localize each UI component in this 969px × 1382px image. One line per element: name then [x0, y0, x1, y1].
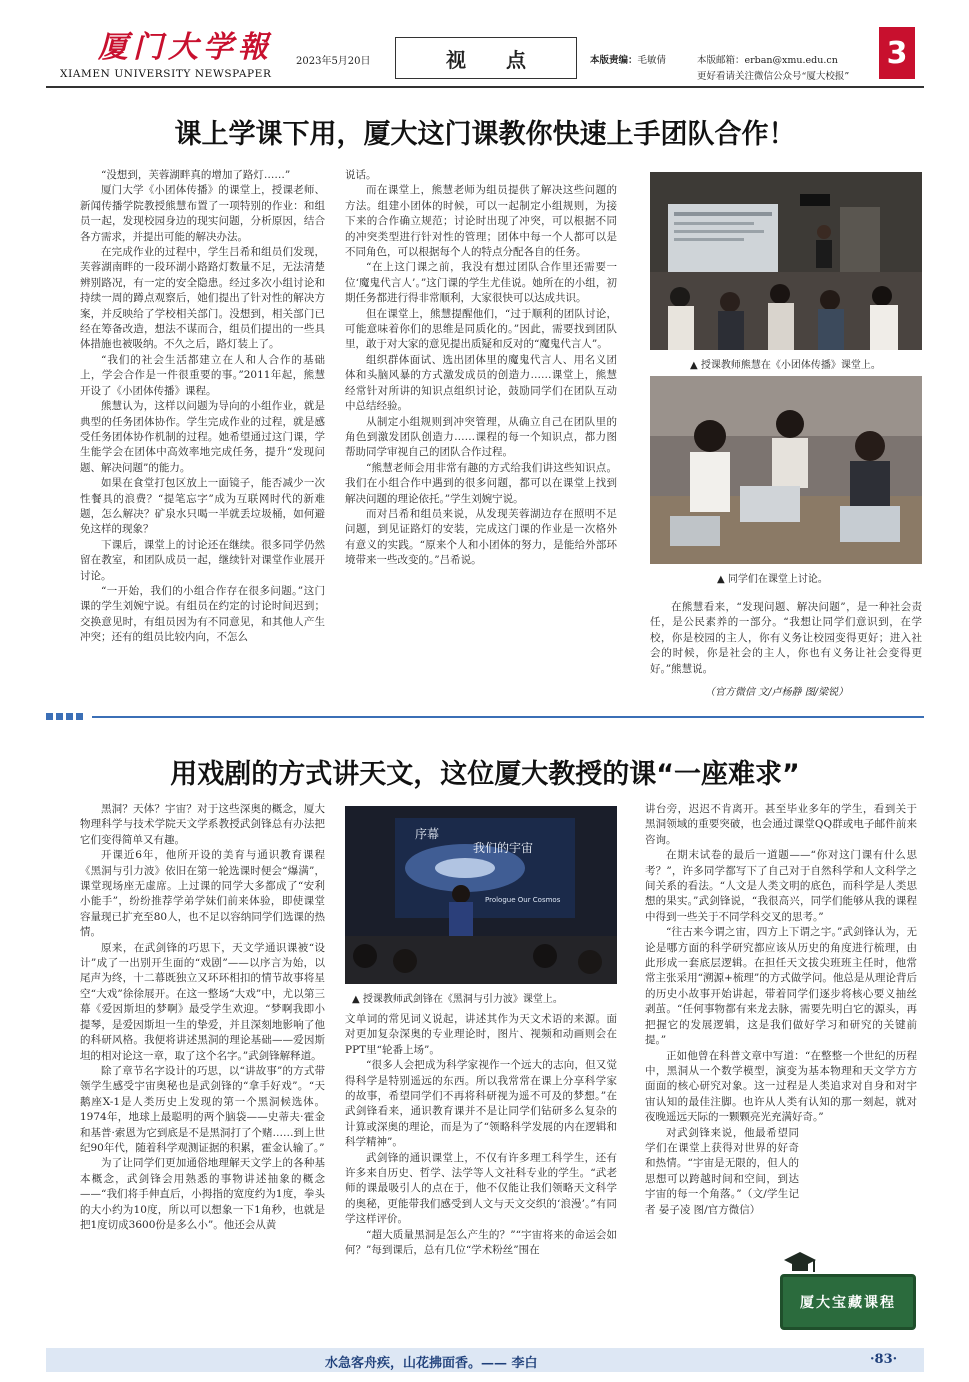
article1-column-2	[345, 168, 617, 569]
editor-credit	[590, 52, 666, 66]
paragraph: 武剑锋的通识课堂上，不仅有许多理工科学生，还有许多来自历史、哲学、法学等人文社科专业的学生。“武老师的课最吸引人的点在于，他不仅能让我们领略天文科学的奥秘，更能带我们感受到人文与天文交织的‘浪漫’。”有同学这样评价。	[345, 1151, 617, 1226]
paragraph: 组织群体面试、选出团体里的魔鬼代言人、用名义团体和头脑风暴的方式激发成员的创造力……课堂上，熊慧经常针对所讲的知识点组织讨论，鼓励同学们在团队互动中总结经验。	[345, 353, 617, 413]
photo-lecture-xiong-hui	[650, 172, 922, 350]
paragraph: 而在课堂上，熊慧老师为组员提供了解决这些问题的方法。组建小团体的时候，可以一起制定小组规则，为接下来的合作确立规范；讨论时出现了冲突，可以根据不同的冲突类型进行针对性的管理；团体中每一个人都可以是不同角色，可以根据每个人的特点分配各自的任务。	[345, 184, 617, 259]
newspaper-english-name: XIAMEN UNIVERSITY NEWSPAPER	[60, 68, 272, 80]
page-number-badge: 3	[879, 27, 915, 79]
paragraph: “超大质量黑洞是怎么产生的？”“宇宙将来的命运会如何？”每到课后，总有几位“学术粉丝”围在	[345, 1228, 617, 1257]
photo-group-discussion	[650, 376, 922, 564]
article2-headline: 用戏剧的方式讲天文，这位厦大教授的课“一座难求”	[170, 759, 800, 790]
article1-headline: 课上学课下用，厦大这门课教你快速上手团队合作！	[174, 119, 796, 150]
paragraph: 为了让同学们更加通俗地理解天文学上的各种基本概念，武剑锋会用熟悉的事物讲述抽象的概念——“我们将手伸直后，小拇指的宽度约为1度，拳头的大小约为10度，所以可以想象一下1角秒，也就是把1度切成3600份是多么小”。他还会从黄	[80, 1157, 325, 1231]
column-badge: 厦大宝藏课程	[780, 1274, 916, 1330]
paragraph: 讲台旁，迟迟不肯离开。甚至毕业多年的学生，看到关于黑洞领域的重要突破，也会通过课堂QQ群或电子邮件前来咨询。	[645, 803, 917, 846]
paragraph: 下课后，课堂上的讨论还在继续。很多同学仍然留在教室，和团队成员一起，继续针对课堂作业展开讨论。	[80, 538, 325, 582]
paragraph: 在熊慧看来，“发现问题、解决问题”，是一种社会责任，是公民素养的一部分。“我想让同学们意识到，在学校，你是校园的主人，你有义务让校园变得更好；进入社会的时候，你是社会的主人，你也有义务让社会变得更好。”熊慧说。	[650, 601, 922, 675]
slide-subtitle: 我们的宇宙	[473, 841, 534, 855]
issue-date: 2023年5月20日	[296, 56, 371, 67]
slide-title: 序幕	[415, 827, 440, 841]
paragraph: 说话。	[345, 169, 377, 181]
editor-email: 本版邮箱：erban@xmu.edu.cn	[697, 55, 838, 66]
paragraph: 开课近6年，他所开设的美育与通识教育课程《黑洞与引力波》依旧在第一轮选课时便会“爆满”，课堂现场座无虚席。上过课的同学大多都成了“安利小能手”，纷纷推荐学弟学妹们前来体验，即使课堂容量现已扩充至80人，也不足以容纳同学们选课的热情。	[80, 849, 325, 939]
paragraph: 在期末试卷的最后一道题——“你对这门课有什么思考？”，许多同学都写下了自己对于自然科学和人文科学之间关系的看法。“人文是人类文明的底色，而科学是人类思想的果实。”武剑锋说，“我很高兴，同学们能够从我的课程中得到一些关于不同学科交叉的思考。”	[645, 849, 917, 923]
paragraph: 除了章节名字设计的巧思，以“讲故事”的方式带领学生感受宇宙奥秘也是武剑锋的“拿手好戏”。“天鹅座X-1是人类历史上发现的第一个黑洞候选体。1974年，地球上最聪明的两个脑袋——史蒂夫·霍金和基普·索恩为它到底是不是黑洞打了个赌……到上世纪90年代，随着科学观测证据的积累，霍金认输了。”	[80, 1064, 325, 1154]
paragraph: 如果在食堂打包区放上一面镜子，能否减少一次性餐具的浪费？“提笔忘字”成为互联网时代的新难题，怎么解决？矿泉水只喝一半就丢垃圾桶，如何避免这样的现象？	[80, 477, 325, 536]
paragraph: “没想到，芙蓉湖畔真的增加了路灯……”	[101, 169, 291, 181]
article1-credit: （官方微信 文/卢杨静 图/梁锐）	[705, 687, 849, 698]
photo-lecture-wu-jianfeng	[345, 806, 617, 984]
paragraph: 从制定小组规则到冲突管理，从确立自己在团队里的角色到激发团队创造力……课程的每一个知识点，都力图帮助同学审视自己的团队合作过程。	[345, 415, 617, 459]
article2-column-2	[345, 1012, 617, 1259]
photo-caption-2: ▲ 同学们在课堂上讨论。	[717, 574, 828, 585]
paragraph: 但在课堂上，熊慧提醒他们，“过于顺利的团队讨论，可能意味着你们的思维是同质化的。”因此，需要找到团队里，敢于对大家的意见提出质疑和反对的“魔鬼代言人”。	[345, 307, 617, 351]
paragraph: “往古来今谓之宙，四方上下谓之宇。”武剑锋认为，无论是哪方面的科学研究都应该从历史的角度进行梳理，由此形成一套底层逻辑。在担任天文拔尖班班主任时，他常常主张采用“溯源+梳理”的方式做学问。他总是从理论背后的历史小故事开始讲起，带着同学们逐步将核心要义抽丝剥茧。“任何事物都有来龙去脉，需要先明白它的源头，再把握它的发展逻辑，这是我们做好学习和研究的关键前提。”	[645, 926, 917, 1047]
paragraph: 黑洞？天体？宇宙？对于这些深奥的概念，厦大物理科学与技术学院天文学系教授武剑锋总有办法把它们变得简单又有趣。	[80, 803, 325, 846]
paragraph: “熊慧老师会用非常有趣的方式给我们讲这些知识点。我们在小组合作中遇到的很多问题，都可以在课堂上找到解决问题的理论依托。”学生刘婉宁说。	[345, 461, 617, 505]
paragraph: 在完成作业的过程中，学生吕希和组员们发现，芙蓉湖南畔的一段环湖小路路灯数量不足，无法清楚辨别路况，有一定的安全隐患。经过多次小组讨论和持续一周的蹲点观察后，她们提出了针对性的解决方案，并反映给了学校相关部门。没想到，相关部门已经在筹备改造，想法不谋而合，组员们提出的一些具体措施也被吸纳。不久之后，路灯装上了。	[80, 246, 325, 351]
graduation-cap-icon	[782, 1250, 818, 1276]
article1-column-3	[650, 600, 922, 677]
paragraph: 而对吕希和组员来说，从发现芙蓉湖边存在照明不足问题，到见证路灯的安装，完成这门课的作业是一次格外有意义的实践。“原来个人和小团体的努力，是能给外部环境带来一些改变的。”吕希说。	[345, 507, 617, 567]
footer-quote: 水急客舟疾，山花拂面香。—— 李白	[325, 1356, 538, 1371]
masthead-rule	[46, 86, 924, 88]
paragraph: 正如他曾在科普文章中写道：“在整整一个世纪的历程中，黑洞从一个数学模型，演变为基本物理和天文学方方面面的核心研究对象。这一过程是人类追求对自身和对宇宙认知的最佳注脚。也许从人类有认知的那一刻起，就对夜晚遥远天际的一颗颗亮光充满好奇。”	[645, 1049, 917, 1124]
paragraph: “在上这门课之前，我没有想过团队合作里还需要一位‘魔鬼代言人’。”这门课的学生尤佳说。她所在的小组，初期任务都进行得非常顺利，大家很快可以达成共识。	[345, 261, 617, 305]
paragraph: 对武剑锋来说，他最希望同学们在课堂上获得对世界的好奇和热情。“宇宙是无限的，但人的思想可以跨越时间和空间，到达宇宙的每一个角落。”（文/学生记者 晏子凌 图/官方微信）	[645, 1126, 799, 1216]
article2-column-1	[80, 802, 325, 1233]
article1-column-1	[80, 168, 325, 646]
section-title: 视点	[395, 37, 577, 79]
editor-label: 本版责编：	[590, 55, 638, 66]
slide-subtitle-en: Prologue Our Cosmos	[485, 896, 561, 904]
footer-page-number: ·83·	[870, 1352, 898, 1367]
wechat-note: 更好看请关注微信公众号“厦大校报”	[697, 71, 850, 82]
paragraph: 厦门大学《小团体传播》的课堂上，授课老师、新闻传播学院教授熊慧布置了一项特别的作业：和组员一起，发现校园身边的现实问题，分析原因，结合各方需求，并提出可能的解决办法。	[80, 184, 325, 243]
paragraph: “很多人会把成为科学家视作一个远大的志向，但又觉得科学是特别遥远的东西。所以我常常在课上分享科学家的故事，希望同学们不再将科研视为遥不可及的梦想。”在武剑锋看来，通识教育课并不是让同学们钻研多么复杂的计算或深奥的理论，而是为了“领略科学发展的内在逻辑和科学精神”。	[345, 1059, 617, 1149]
paragraph: 原来，在武剑锋的巧思下，天文学通识课被“设计”成了一出别开生面的“戏剧”——以序言为始，以尾声为终，十二幕既独立又环环相扣的情节故事将星空“大戏”徐徐展开。在这一整场“大戏”中，尤以第三幕《爱因斯坦的梦啊》最受学生欢迎。“梦啊我即小提琴，是爱因斯坦一生的挚爱，并且深刻地影响了他的科研风格。我便将讲述黑洞的理论基础——爱因斯坦的相对论这一章，取了这个名字。”武剑锋解释道。	[80, 941, 325, 1062]
editor-name: 毛敏倩	[637, 55, 667, 66]
paragraph: “我们的社会生活都建立在人和人合作的基础上，学会合作是一件很重要的事。”2011年起，熊慧开设了《小团体传播》课程。	[80, 353, 325, 397]
paragraph: 熊慧认为，这样以问题为导向的小组作业，就是典型的任务团体协作。学生完成作业的过程，就是感受任务团体协作机制的过程。她希望通过这门课，学生能学会在团体中高效率地完成任务，提升“发现问题、解决问题”的能力。	[80, 400, 325, 474]
article2-column-3	[645, 802, 917, 1218]
newspaper-logo: 厦门大学報	[98, 30, 273, 65]
photo-caption-1: ▲ 授课教师熊慧在《小团体传播》课堂上。	[690, 360, 881, 371]
paragraph: “一开始，我们的小组合作存在很多问题。”这门课的学生刘婉宁说。有组员在约定的讨论时间迟到；交换意见时，有组员因为有不同意见，和其他人产生冲突；还有的组员比较内向，不怎么	[80, 584, 325, 644]
paragraph: 文单词的常见词义说起，讲述其作为天文术语的来源。面对更加复杂深奥的专业理论时，图片、视频和动画则会在PPT里“轮番上场”。	[345, 1013, 617, 1056]
section-divider	[46, 713, 924, 721]
photo-caption-3: ▲ 授课教师武剑锋在《黑洞与引力波》课堂上。	[352, 994, 563, 1005]
